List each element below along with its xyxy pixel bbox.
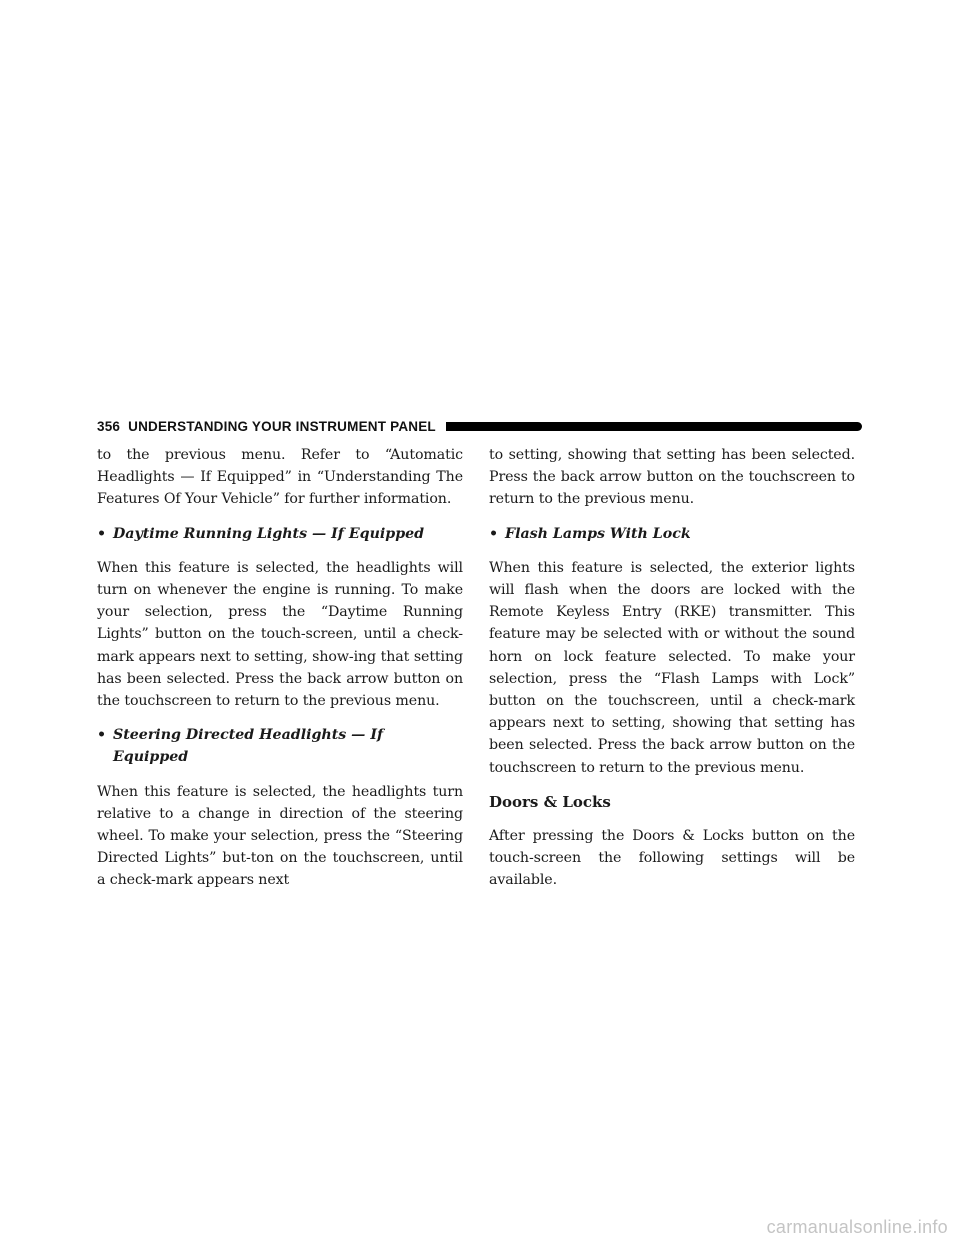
page-number: 356 (97, 418, 121, 434)
left-paragraph-2: When this feature is selected, the headlights will turn on whenever the engine is running. To make your selection, press the “Daytime Running Lights” button on the touch-screen, until a check-mark appears next to setting, show-ing that setting has been selected. Press the back arrow button on the touchscreen to return to the previous menu. (97, 559, 463, 710)
bullet-steering-directed-headlights (97, 724, 463, 768)
bullet-label: Steering Directed Headlights — If Equipped (112, 727, 384, 766)
watermark: carmanualsonline.info (766, 1217, 948, 1237)
section-title: UNDERSTANDING YOUR INSTRUMENT PANEL (128, 418, 436, 434)
header-rule (446, 422, 862, 431)
bullet-label: Daytime Running Lights — If Equipped (113, 525, 425, 542)
right-paragraph-2: When this feature is selected, the exterior lights will flash when the doors are locked with the Remote Keyless Entry (RKE) transmitter. This feature may be selected with or without the sound horn on lock feature selected. To make your selection, press the “Flash Lamps with Lock” button on the touchscreen, until a check-mark appears next to setting, showing that setting has been selected. Press the back arrow button on the touchscreen to return to the previous menu. (489, 559, 855, 776)
left-paragraph-3: When this feature is selected, the headlights turn relative to a change in direction of the steering wheel. To make your selection, press the “Steering Directed Lights” but-ton on the touchscreen, until a check-mark appears next (97, 783, 463, 889)
left-paragraph-1: to the previous menu. Refer to “Automatic Headlights — If Equipped” in “Understanding The Features Of Your Vehicle” for further information. (97, 447, 463, 508)
heading-doors-locks: Doors & Locks (489, 792, 611, 811)
right-column (489, 444, 855, 904)
bullet-label: Flash Lamps With Lock (505, 525, 691, 542)
right-paragraph-3: After pressing the Doors & Locks button on the touch-screen the following settings will be available. (489, 828, 855, 889)
bullet-icon: • (97, 525, 107, 542)
page-header (97, 418, 862, 434)
bullet-icon: • (489, 525, 499, 542)
bullet-icon: • (97, 727, 107, 744)
right-paragraph-1: to setting, showing that setting has been selected. Press the back arrow button on the touchscreen to return to the previous menu. (489, 447, 855, 508)
bullet-daytime-running-lights (97, 523, 463, 545)
bullet-flash-lamps-with-lock (489, 523, 855, 545)
left-column (97, 444, 463, 904)
